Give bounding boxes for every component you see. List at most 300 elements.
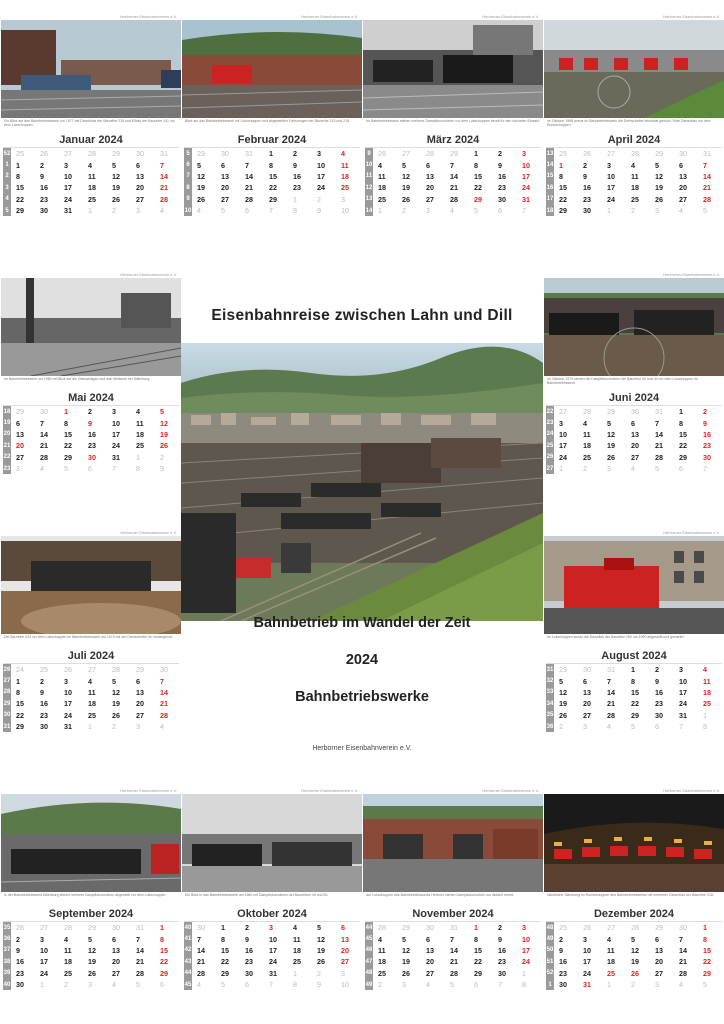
calendar-day: 24 [679,699,687,709]
month-panel [363,14,543,216]
calendar-day: 12 [112,687,120,697]
calendar-day: 17 [269,945,277,955]
calendar-day: 31 [445,922,469,934]
calendar-day: 4 [88,160,92,170]
photo-caption: Blick auf das Bahnbetriebswerk mit Lokschuppen und abgestellten Fahrzeugen der Baureihe 215 und 218. [185,119,350,123]
calendar-day: 27 [631,452,639,462]
calendar-week-row [3,194,179,205]
calendar-week-row [3,945,179,956]
calendar-day: 31 [112,452,120,462]
calendar-day: 19 [88,957,96,967]
calendar-day: 17 [583,957,591,967]
calendar-week-row [365,182,541,193]
week-number: 35 [3,922,11,934]
calendar-day: 26 [402,968,410,978]
month-photo [544,20,724,118]
calendar-day: 25 [293,957,301,967]
calendar-day: 16 [293,171,301,181]
calendar-day: 7 [269,980,273,990]
calendar-day: 18 [631,183,639,193]
calendar-day: 2 [112,206,116,216]
calendar-day: 29 [650,148,674,160]
calendar-day: 1 [88,722,92,732]
calendar-day: 3 [607,464,611,474]
week-number: 37 [3,945,11,956]
calendar-day: 25 [88,194,96,204]
month-title: August 2024 [601,650,667,662]
calendar-day: 13 [221,171,229,181]
calendar-day: 6 [583,676,587,686]
calendar-week-row [365,205,541,216]
calendar-day: 11 [136,418,144,428]
calendar-day: 20 [631,441,639,451]
week-number: 7 [184,171,192,182]
calendar-day: 11 [88,171,96,181]
month-panel [363,788,543,990]
calendar-day: 3 [583,722,587,732]
week-number: 20 [3,429,11,440]
calendar-day: 17 [40,957,48,967]
week-number: 16 [546,182,554,193]
calendar-day: 31 [131,922,155,934]
calendar-day: 23 [293,183,301,193]
calendar-day: 6 [631,418,635,428]
calendar-day: 21 [450,957,458,967]
month-panel [182,788,362,990]
calendar-day: 28 [197,968,205,978]
week-number: 39 [3,968,11,979]
calendar-day: 5 [112,160,116,170]
calendar-week-row [3,406,179,418]
calendar-day: 6 [245,206,249,216]
header-label: Herborner Eisenbahnverein e.V. [482,788,539,793]
week-number: 8 [184,182,192,193]
calendar-day: 2 [317,968,321,978]
calendar-day: 16 [559,957,567,967]
photo-caption: Ein Blick auf den Bahnbetriebswerk um 1977 mit Dieselloks der Baureihe 215 und Elloks der Baureihe 141 vor dem Lokschuppen. [4,119,175,128]
week-number: 27 [546,463,554,474]
calendar-day: 17 [522,945,530,955]
calendar-day: 3 [607,160,611,170]
calendar-grid [546,663,722,732]
calendar-day: 2 [160,452,164,462]
calendar-day: 4 [698,664,722,676]
calendar-week-row [3,956,179,967]
calendar-day: 14 [703,171,711,181]
calendar-day: 23 [703,441,711,451]
header-label: Herborner Eisenbahnverein e.V. [120,14,177,19]
calendar-day: 13 [16,429,24,439]
calendar-day: 20 [679,183,687,193]
calendar-day: 3 [655,206,659,216]
month-photo [1,536,181,634]
calendar-day: 10 [112,418,120,428]
calendar-week-row [546,417,722,428]
calendar-day: 26 [88,968,96,978]
calendar-day: 29 [16,206,24,216]
week-number: 41 [184,933,192,944]
calendar-day: 18 [293,945,301,955]
photo-caption: Die Baureihe 044 vor dem Lokschuppen im Bahnbetriebswerk um 1975 mit der Drehscheibe im Vordergrund. [4,635,173,639]
cover-publisher: Herborner Eisenbahnverein e.V. [312,745,412,752]
calendar-day: 21 [245,183,253,193]
calendar-day: 4 [426,980,430,990]
calendar-week-row [3,429,179,440]
calendar-day: 6 [112,934,116,944]
calendar-day: 30 [16,980,24,990]
calendar-day: 9 [317,206,321,216]
calendar-day: 4 [64,934,68,944]
calendar-day: 19 [112,699,120,709]
calendar-day: 1 [59,406,83,418]
calendar-day: 21 [160,699,168,709]
calendar-day: 30 [498,968,506,978]
calendar-day: 20 [341,945,349,955]
calendar-day: 5 [631,722,635,732]
month-photo [363,20,543,118]
calendar-grid [546,921,722,990]
calendar-day: 17 [64,183,72,193]
calendar-day: 12 [317,934,325,944]
calendar-day: 20 [16,441,24,451]
calendar-day: 3 [341,968,345,978]
calendar-day: 26 [160,441,168,451]
calendar-day: 4 [583,418,587,428]
header-label: Herborner Eisenbahnverein e.V. [301,788,358,793]
calendar-day: 21 [160,183,168,193]
calendar-day: 12 [402,945,410,955]
calendar-week-row [184,979,360,990]
calendar-day: 27 [602,148,626,160]
month-photo [1,278,181,376]
calendar-day: 5 [655,464,659,474]
calendar-day: 29 [703,968,711,978]
calendar-day: 8 [16,171,20,181]
calendar-day: 12 [160,418,168,428]
calendar-day: 15 [559,183,567,193]
calendar-week-row [546,194,722,205]
calendar-day: 27 [221,194,229,204]
week-number: 44 [184,968,192,979]
calendar-day: 15 [703,945,711,955]
calendar-day: 1 [155,922,179,934]
calendar-week-row [3,922,179,934]
calendar-day: 24 [64,194,72,204]
month-photo [544,794,724,892]
month-photo [1,794,181,892]
calendar-day: 15 [64,429,72,439]
calendar-week-row [546,945,722,956]
week-number: 15 [546,171,554,182]
week-number: 22 [546,406,554,418]
calendar-day: 27 [397,148,421,160]
calendar-day: 8 [293,206,297,216]
calendar-day: 26 [578,922,602,934]
calendar-day: 24 [269,957,277,967]
photo-caption: In der Bahnbetriebswerk Dillenburg stehen mehrere Dampflokomotiven abgestellt vor dem Lokschuppen. [4,893,167,897]
week-number: 21 [3,440,11,451]
calendar-day: 8 [559,171,563,181]
calendar-day: 10 [559,429,567,439]
calendar-day: 6 [426,934,430,944]
calendar-day: 21 [655,441,663,451]
calendar-day: 12 [655,171,663,181]
calendar-day: 9 [88,418,92,428]
calendar-day: 7 [197,934,201,944]
week-number: 18 [546,205,554,216]
calendar-day: 30 [155,664,179,676]
calendar-day: 25 [35,664,59,676]
calendar-day: 26 [11,922,35,934]
month-title: September 2024 [48,908,134,920]
calendar-day: 26 [655,194,663,204]
calendar-day: 22 [16,194,24,204]
calendar-day: 11 [378,171,386,181]
calendar-day: 25 [64,968,72,978]
calendar-day: 23 [40,194,48,204]
calendar-week-row [3,687,179,698]
calendar-day: 5 [655,160,659,170]
calendar-day: 29 [631,710,639,720]
calendar-day: 6 [655,934,659,944]
calendar-day: 18 [703,687,711,697]
calendar-day: 5 [155,406,179,418]
calendar-day: 29 [679,452,687,462]
calendar-day: 24 [583,968,591,978]
calendar-day: 8 [16,687,20,697]
calendar-day: 3 [40,934,44,944]
month-title: Juni 2024 [608,392,660,404]
week-number: 26 [3,664,11,676]
calendar-day: 6 [655,722,659,732]
calendar-day: 31 [64,722,72,732]
calendar-day: 1 [626,664,650,676]
calendar-week-row [184,171,360,182]
photo-caption: Ein Blick in das Bahnbetriebswerk um 1960 mit Dampflokomotiven der Baureihen 44 und 50. [185,893,329,897]
calendar-day: 24 [559,452,567,462]
calendar-day: 20 [136,183,144,193]
calendar-week-row [365,979,541,990]
calendar-day: 17 [559,441,567,451]
calendar-day: 9 [160,464,164,474]
calendar-day: 21 [703,183,711,193]
calendar-day: 2 [402,206,406,216]
calendar-day: 7 [498,980,502,990]
week-number: 29 [3,698,11,709]
calendar-week-row [3,968,179,979]
calendar-day: 22 [64,441,72,451]
calendar-day: 26 [631,968,639,978]
calendar-day: 1 [674,406,698,418]
calendar-day: 30 [559,980,567,990]
calendar-day: 18 [88,699,96,709]
calendar-day: 2 [631,206,635,216]
calendar-day: 6 [136,160,140,170]
calendar-day: 16 [583,183,591,193]
week-number: 25 [546,440,554,451]
calendar-day: 14 [160,171,168,181]
calendar-day: 8 [474,934,478,944]
calendar-day: 23 [245,957,253,967]
week-number: 5 [184,148,192,160]
week-number: 22 [3,452,11,463]
calendar-day: 28 [679,968,687,978]
calendar-day: 5 [474,206,478,216]
calendar-day: 28 [450,194,458,204]
calendar-day: 6 [245,980,249,990]
calendar-day: 26 [35,148,59,160]
calendar-day: 29 [602,406,626,418]
calendar-day: 15 [160,945,168,955]
cover-subtitle: Bahnbetrieb im Wandel der Zeit [253,615,471,631]
calendar-day: 4 [378,160,382,170]
calendar-day: 30 [245,968,253,978]
calendar-day: 26 [317,957,325,967]
month-title: November 2024 [412,908,494,920]
calendar-day: 29 [650,922,674,934]
calendar-day: 3 [88,980,92,990]
calendar-day: 19 [559,699,567,709]
month-photo [363,794,543,892]
calendar-day: 7 [160,676,164,686]
calendar-day: 28 [136,968,144,978]
calendar-day: 31 [650,406,674,418]
calendar-day: 31 [155,148,179,160]
calendar-day: 1 [16,676,20,686]
calendar-day: 6 [221,160,225,170]
calendar-week-row [3,182,179,193]
calendar-week-row [184,968,360,979]
calendar-day: 23 [498,957,506,967]
calendar-day: 3 [674,664,698,676]
calendar-day: 19 [402,183,410,193]
calendar-day: 3 [64,676,68,686]
calendar-week-row [546,664,722,676]
calendar-day: 3 [341,194,345,204]
calendar-day: 4 [607,722,611,732]
calendar-day: 29 [11,406,35,418]
calendar-day: 7 [522,206,526,216]
header-label: Herborner Eisenbahnverein e.V. [120,530,177,535]
month-title: Mai 2024 [68,392,114,404]
calendar-day: 22 [679,441,687,451]
calendar-day: 11 [88,687,96,697]
calendar-day: 9 [40,171,44,181]
calendar-day: 5 [631,934,635,944]
calendar-day: 10 [341,980,349,990]
week-number: 40 [3,979,11,990]
calendar-day: 26 [402,194,410,204]
calendar-week-row [184,945,360,956]
calendar-day: 16 [498,171,506,181]
week-number: 1 [546,979,554,990]
photo-caption: Im Oktober 1998 wurde im Bahnbetriebswerk die Drehscheibe letztmals genutzt. Rote Dieselloks vor dem Rundschuppen. [547,119,711,128]
calendar-day: 29 [554,664,578,676]
calendar-day: 3 [426,206,430,216]
calendar-day: 1 [216,922,240,934]
week-number: 14 [546,159,554,170]
calendar-day: 28 [107,664,131,676]
calendar-day: 3 [583,934,587,944]
calendar-day: 14 [245,171,253,181]
calendar-week-row [546,148,722,160]
calendar-week-row [365,945,541,956]
calendar-day: 7 [40,418,44,428]
photo-caption: Im Bahnbetriebswerk um 1965 mit Blick auf die Gleisanlagen und das Stellwerk bei Dillenburg. [4,377,151,381]
calendar-week-row [184,933,360,944]
calendar-day: 10 [583,945,591,955]
calendar-day: 22 [703,957,711,967]
calendar-day: 18 [88,183,96,193]
calendar-day: 13 [583,687,591,697]
calendar-day: 12 [559,687,567,697]
week-number: 52 [3,148,11,160]
calendar-day: 9 [317,980,321,990]
calendar-day: 4 [631,160,635,170]
calendar-day: 20 [426,957,434,967]
calendar-day: 8 [136,464,140,474]
calendar-day: 4 [88,676,92,686]
calendar-day: 31 [269,968,277,978]
calendar-day: 23 [655,699,663,709]
calendar-day: 29 [269,194,277,204]
calendar-day: 27 [426,968,434,978]
week-number: 31 [3,721,11,732]
calendar-day: 19 [160,429,168,439]
calendar-day: 20 [221,183,229,193]
calendar-day: 1 [264,148,288,160]
week-number: 11 [365,171,373,182]
calendar-day: 17 [64,699,72,709]
month-title: April 2024 [607,134,661,146]
header-label: Herborner Eisenbahnverein e.V. [482,14,539,19]
calendar-day: 22 [16,710,24,720]
calendar-day: 5 [221,980,225,990]
calendar-day: 23 [88,441,96,451]
calendar-week-row [3,933,179,944]
calendar-day: 20 [136,699,144,709]
calendar-day: 16 [16,957,24,967]
calendar-day: 6 [336,922,360,934]
calendar-day: 12 [112,171,120,181]
calendar-day: 16 [498,945,506,955]
calendar-day: 16 [703,429,711,439]
calendar-day: 7 [679,934,683,944]
calendar-day: 31 [583,980,591,990]
calendar-day: 5 [312,922,336,934]
calendar-day: 21 [136,957,144,967]
calendar-day: 21 [197,957,205,967]
calendar-day: 9 [16,945,20,955]
calendar-day: 27 [583,710,591,720]
calendar-day: 5 [607,418,611,428]
calendar-day: 5 [450,980,454,990]
calendar-week-row [184,956,360,967]
week-number: 2 [3,171,11,182]
week-number: 36 [546,721,554,732]
week-number: 46 [365,945,373,956]
calendar-day: 26 [112,194,120,204]
week-number: 5 [3,205,11,216]
calendar-day: 30 [421,922,445,934]
calendar-day: 7 [703,160,707,170]
calendar-day: 3 [312,148,336,160]
calendar-day: 1 [607,980,611,990]
calendar-day: 2 [288,148,312,160]
calendar-day: 1 [293,194,297,204]
calendar-day: 5 [221,206,225,216]
calendar-day: 7 [703,464,707,474]
